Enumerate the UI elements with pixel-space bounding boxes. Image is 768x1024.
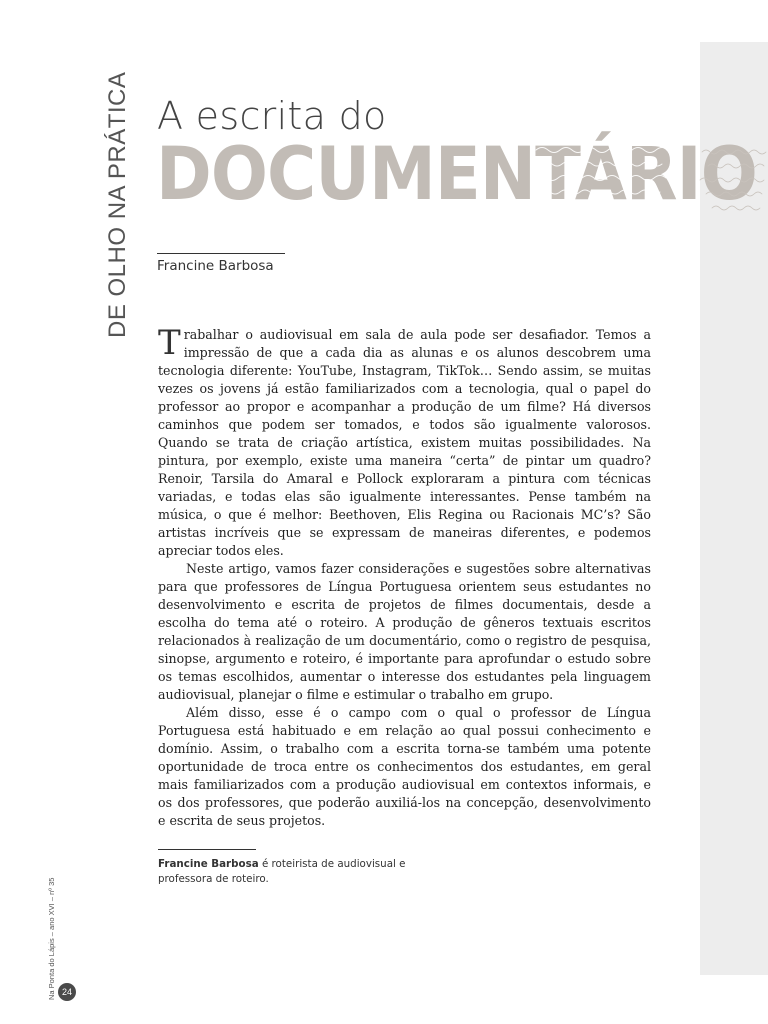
title-divider: [157, 253, 285, 254]
footnote-author-name: Francine Barbosa: [158, 858, 259, 870]
footnote-text: é roteirista de audiovisual e professora de roteiro.: [158, 858, 406, 885]
paragraph-3: Além disso, esse é o campo com o qual o professor de Língua Portuguesa está habituado e em relação ao qual possui conhecimento e domínio. Assim, o trabalho com a escrita torna-se também uma potente oportunidade de troca entre os conhecimentos dos estudantes, em geral mais familiarizados com a produção audiovisual em contextos informais, e os dos professores, que poderão auxiliá-los na concepção, desenvolvimento e escrita de seus projetos.: [158, 705, 651, 828]
paragraph-1-text: rabalhar o audiovisual em sala de aula pode ser desafiador. Temos a impressão de que a cada dia as alunas e os alunos descobrem uma tecnologia diferente: YouTube, Instagram, TikTok… Sendo assim, se muitas vezes os jovens já estão familiarizados com a tecnologia, qual o papel do professor ao propor e acompanhar a produção de um filme? Há diversos caminhos que podem ser tomados, e todos são igualmente valorosos. Quando se trata de criação artística, existem muitas possibilidades. Na pintura, por exemplo, existe uma maneira “certa” de pintar um quadro? Renoir, Tarsila do Amaral e Pollock exploraram a pintura com técnicas variadas, e todas elas são igualmente interessantes. Pense também na música, o que é melhor: Beethoven, Elis Regina ou Racionais MC’s? São artistas incríveis que se expressam de maneiras diferentes, e podemos apreciar todos eles.: [158, 327, 651, 558]
author-name: Francine Barbosa: [157, 258, 274, 274]
paragraph-2: Neste artigo, vamos fazer considerações e sugestões sobre alternativas para que professores de Língua Portuguesa orientem seus estudantes no desenvolvimento e escrita de projetos de filmes documentais, desde a escolha do tema até o roteiro. A produção de gêneros textuais escritos relacionados à realização de um documentário, como o registro de pesquisa, sinopse, argumento e roteiro, é importante para aprofundar o estudo sobre os temas escolhidos, aumentar o interesse dos estudantes pela linguagem audiovisual, planejar o filme e estimular o trabalho em grupo.: [158, 561, 651, 702]
author-footnote: [158, 857, 458, 887]
paragraph-1: [158, 323, 651, 560]
section-label: DE OLHO NA PRÁTICA: [104, 71, 131, 338]
footnote-divider: [158, 849, 256, 850]
handwriting-texture-decoration: [532, 142, 768, 224]
article-body: [158, 323, 651, 830]
title-line-1: A escrita do: [157, 94, 387, 138]
drop-cap: T: [158, 323, 181, 363]
page-number-badge: 24: [58, 983, 76, 1001]
running-head: Na Ponta do Lápis – ano XVI – nº 35: [47, 877, 56, 1000]
title-line-2: DOCUMENTÁRIO: [156, 132, 757, 217]
